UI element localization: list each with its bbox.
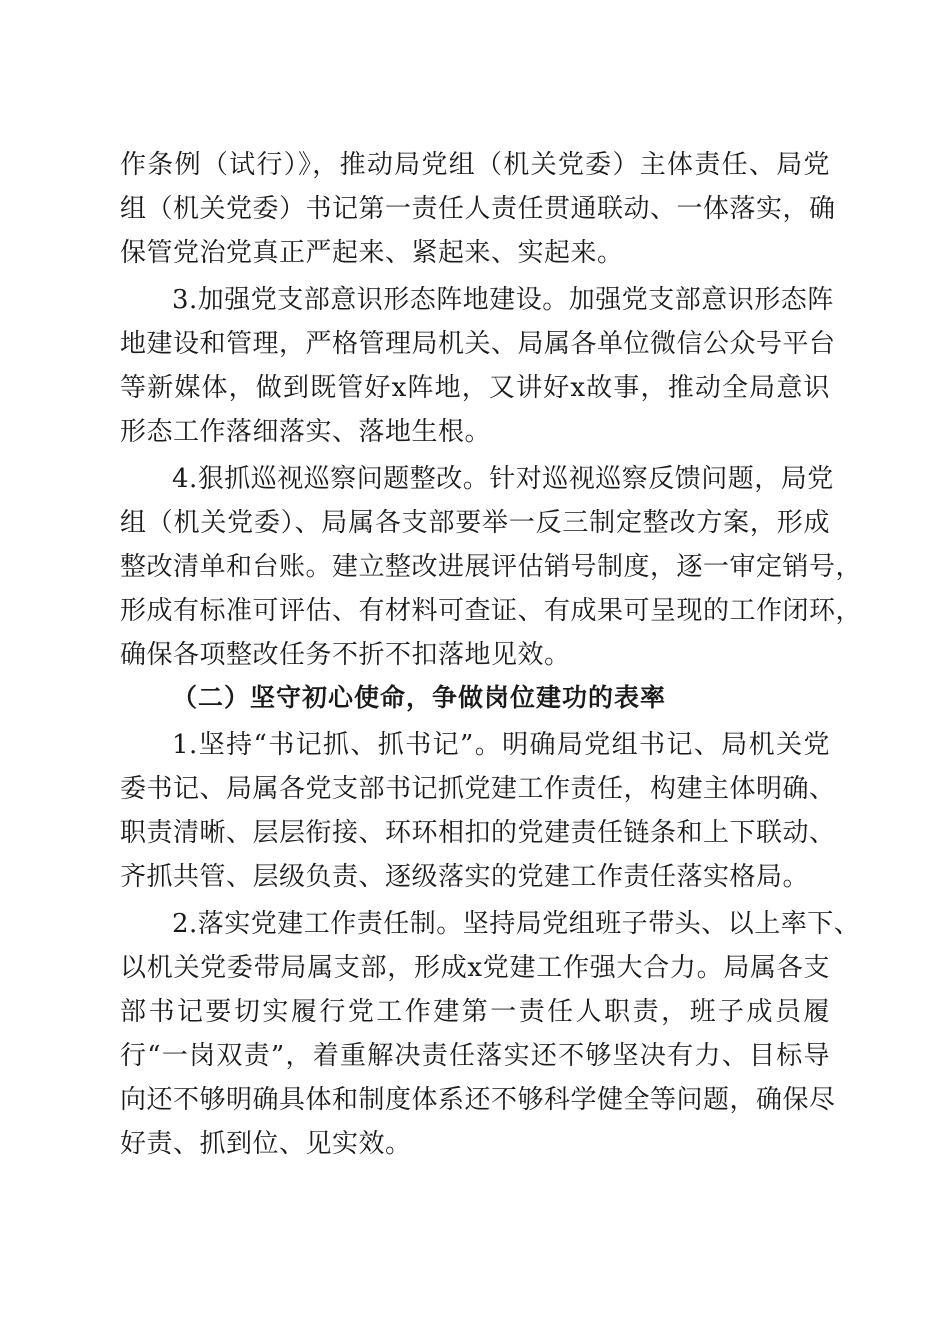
section-heading: （二）坚守初心使命，争做岗位建功的表率 bbox=[172, 683, 667, 712]
text-line: 齐抓共管、层级负责、逐级落实的党建工作责任落实格局。 bbox=[120, 862, 810, 892]
text-line: 组（机关党委）、局属各支部要举一反三制定整改方案，形成 bbox=[120, 508, 830, 538]
text-line: 作条例（试行）》，推动局党组（机关党委）主体责任、局党 bbox=[120, 150, 830, 180]
text-line: 形成有标准可评估、有材料可查证、有成果可呈现的工作闭环， bbox=[120, 596, 863, 626]
text-line: 3.加强党支部意识形态阵地建设。加强党支部意识形态阵 bbox=[172, 285, 834, 315]
text-line: 保管党治党真正严起来、紧起来、实起来。 bbox=[120, 238, 624, 268]
text-line: 整改清单和台账。建立整改进展评估销号制度，逐一审定销号， bbox=[120, 552, 863, 582]
text-line: 以机关党委带局属支部，形成x党建工作强大合力。局属各支 bbox=[120, 953, 830, 983]
text-line: 1.坚持“书记抓、抓书记”。明确局党组书记、局机关党 bbox=[172, 730, 830, 760]
text-line: 组（机关党委）书记第一责任人责任贯通联动、一体落实，确 bbox=[120, 194, 836, 224]
text-line: 确保各项整改任务不折不扣落地见效。 bbox=[120, 640, 571, 670]
text-line: 形态工作落细落实、落地生根。 bbox=[120, 417, 492, 447]
text-line: 部书记要切实履行党工作建第一责任人职责，班子成员履 bbox=[120, 997, 830, 1027]
text-line: 好责、抓到位、见实效。 bbox=[120, 1129, 412, 1159]
text-line: 2.落实党建工作责任制。坚持局党组班子带头、以上率下、 bbox=[172, 909, 861, 939]
text-line: 职责清晰、层层衔接、环环相扣的党建责任链条和上下联动、 bbox=[120, 818, 836, 848]
text-line: 向还不够明确具体和制度体系还不够科学健全等问题，确保尽 bbox=[120, 1085, 836, 1115]
text-line: 4.狠抓巡视巡察问题整改。针对巡视巡察反馈问题，局党 bbox=[172, 464, 834, 494]
text-line: 委书记、局属各党支部书记抓党建工作责任，构建主体明确、 bbox=[120, 774, 836, 804]
text-line: 等新媒体，做到既管好x阵地，又讲好x故事，推动全局意识 bbox=[120, 373, 830, 403]
text-line: 行“一岗双责”，着重解决责任落实还不够坚决有力、目标导 bbox=[120, 1041, 830, 1071]
text-line: 地建设和管理，严格管理局机关、局属各单位微信公众号平台 bbox=[120, 329, 836, 359]
